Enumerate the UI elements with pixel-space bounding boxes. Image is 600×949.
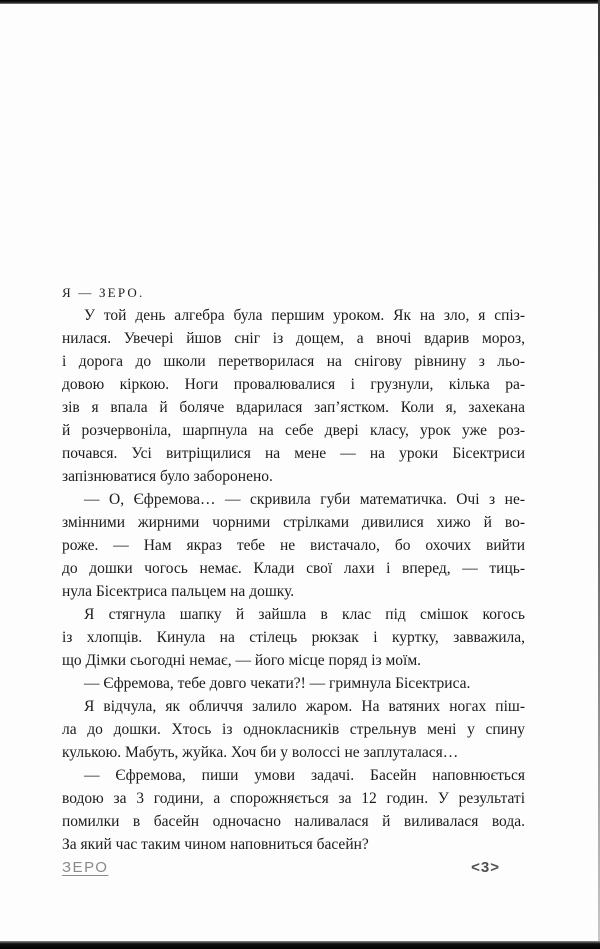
text-line: У той день алгебра була першим уроком. Як на зло, я спіз- [84,307,525,324]
text-line: почався. Усі витріщилися на мене — на уроки Бісектриси [62,445,525,462]
paragraph [62,488,525,603]
text-line: нилася. Увечері йшов сніг із дощем, а вночі вдарив мороз, [62,330,525,347]
text-line: Я відчула, як обличчя залило жаром. На ватяних ногах піш- [84,698,525,715]
text-line: що Дімки сьогодні немає, — його місце поряд із моїм. [62,652,422,669]
text-line: до дошки чогось немає. Клади свої лахи і вперед, — тиць- [62,560,525,577]
page-number: <3> [471,859,500,876]
paragraph [62,603,525,672]
page-footer [62,859,500,876]
text-line: роже. — Нам якраз тебе не вистачало, бо охочих вийти [62,537,525,554]
text-line: змінними жирними чорними стрілками дивилися хижо й во- [62,514,525,531]
paragraph [62,764,525,856]
text-line: — О, Єфремова… — скривила губи математичка. Очі з не- [84,491,525,508]
text-line: За який час таким чином наповниться басейн? [62,836,369,853]
text-line: й розчервоніла, шарпнула на себе двері класу, урок уже роз- [62,422,525,439]
text-line: — Єфремова, пиши умови задачі. Басейн наповнюється [84,767,525,784]
text-line: із хлопців. Кинула на стілець рюкзак і куртку, завважила, [62,629,525,646]
text-line: Я стягнула шапку й зайшла в клас під смішок когось [84,606,525,623]
body-text [62,304,525,856]
text-line: нула Бісектриса пальцем на дошку. [62,583,295,600]
scan-top-edge [0,0,600,4]
text-line: ла до дошки. Хтось із однокласників стрельнув мені у спину [62,721,525,738]
paragraph [62,695,525,764]
page-text-block [62,281,525,856]
text-line: кулькою. Мабуть, жуйка. Хоч би у волоссі не заплуталася… [62,744,459,761]
text-line: довою кіркою. Ноги провалювалися і грузнули, кілька ра- [62,376,525,393]
text-line: помилки в басейн одночасно наливалася й виливалася вода. [62,813,525,830]
text-line: зів я впала й боляче вдарилася зап’ястком. Коли я, захекана [62,399,525,416]
paragraph [62,304,525,488]
paragraph [62,672,525,695]
text-line: запізнюватися було заборонено. [62,468,273,485]
running-title: ЗЕРО [62,859,109,876]
text-line: водою за 3 години, а спорожняється за 12 годин. У результаті [62,790,525,807]
text-line: — Єфремова, тебе довго чекати?! — гримнула Бісектриса. [84,675,471,692]
scan-bottom-edge [0,941,600,949]
chapter-heading: Я — ЗЕРО. [62,285,145,300]
text-line: і дорога до школи перетворилася на снігову рівнину з льо- [62,353,525,370]
